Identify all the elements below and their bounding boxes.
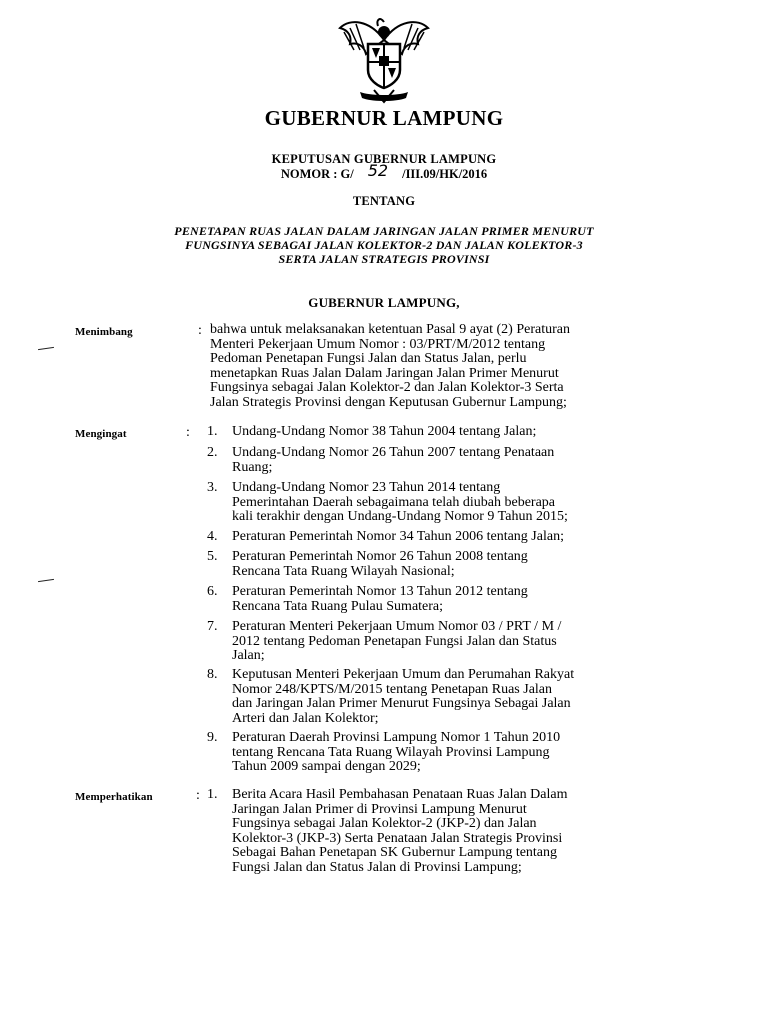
menimbang-colon: : bbox=[198, 323, 202, 338]
subject-line: FUNGSINYA SEBAGAI JALAN KOLEKTOR-2 DAN JALAN KOLEKTOR-3 bbox=[185, 238, 583, 252]
text-line: Undang-Undang Nomor 26 Tahun 2007 tentang Penataan bbox=[232, 445, 555, 460]
item-text bbox=[232, 425, 697, 440]
item-number: 1. bbox=[207, 424, 218, 439]
item-number: 8. bbox=[207, 667, 218, 682]
menimbang-text bbox=[210, 323, 696, 411]
text-line: Fungsinya sebagai Jalan Kolektor-2 (JKP-2) dan Jalan bbox=[232, 816, 537, 832]
item-number: 3. bbox=[207, 480, 218, 495]
text-line: Sebagai Bahan Penetapan SK Gubernur Lampung tentang bbox=[232, 845, 558, 861]
text-line: Arteri dan Jalan Kolektor; bbox=[232, 710, 379, 726]
item-text bbox=[232, 530, 697, 545]
text-line: Undang-Undang Nomor 23 Tahun 2014 tentang bbox=[232, 480, 501, 495]
item-text bbox=[232, 446, 697, 475]
item-number: 4. bbox=[207, 529, 218, 544]
text-line: Peraturan Menteri Pekerjaan Umum Nomor 03 / PRT / M / bbox=[232, 619, 562, 634]
text-line: Pedoman Penetapan Fungsi Jalan dan Status Jalan, perlu bbox=[210, 351, 527, 367]
item-text bbox=[232, 481, 697, 525]
subject-line: SERTA JALAN STRATEGIS PROVINSI bbox=[278, 252, 490, 266]
number-suffix: /III.09/HK/2016 bbox=[402, 167, 488, 181]
text-line: Pemerintahan Daerah sebagaimana telah diubah beberapa bbox=[232, 494, 556, 510]
menimbang-label: Menimbang bbox=[75, 326, 133, 338]
text-line: Nomor 248/KPTS/M/2015 tentang Penetapan Ruas Jalan bbox=[232, 681, 553, 697]
decree-title: KEPUTUSAN GUBERNUR LAMPUNG bbox=[271, 152, 497, 166]
text-line: bahwa untuk melaksanakan ketentuan Pasal 9 ayat (2) Peraturan bbox=[210, 322, 570, 337]
text-line: Menteri Pekerjaan Umum Nomor : 03/PRT/M/2012 tentang bbox=[210, 336, 546, 352]
text-line: Undang-Undang Nomor 38 Tahun 2004 tentang Jalan; bbox=[232, 424, 537, 439]
margin-mark bbox=[38, 579, 54, 582]
item-text bbox=[232, 668, 697, 726]
text-line: kali terakhir dengan Undang-Undang Nomor 9 Tahun 2015; bbox=[232, 509, 568, 525]
text-line: Rencana Tata Ruang Wilayah Nasional; bbox=[232, 563, 455, 579]
text-line: Fungsi Jalan dan Status Jalan di Provinsi Lampung; bbox=[232, 859, 522, 875]
memperhatikan-colon: : bbox=[196, 788, 200, 803]
text-line: Jaringan Jalan Primer di Provinsi Lampung Menurut bbox=[232, 801, 527, 817]
text-line: Fungsinya sebagai Jalan Kolektor-2 dan Jalan Kolektor-3 Serta bbox=[210, 380, 564, 396]
item-number: 1. bbox=[207, 787, 218, 802]
subject-line: PENETAPAN RUAS JALAN DALAM JARINGAN JALAN PRIMER MENURUT bbox=[174, 224, 594, 238]
about-heading: TENTANG bbox=[352, 194, 416, 208]
item-number: 2. bbox=[207, 445, 218, 460]
item-text bbox=[232, 550, 697, 579]
number-value: 52 bbox=[367, 161, 389, 180]
text-line: Berita Acara Hasil Pembahasan Penataan Ruas Jalan Dalam bbox=[232, 787, 568, 802]
authority-heading: GUBERNUR LAMPUNG, bbox=[308, 295, 460, 310]
text-line: Peraturan Daerah Provinsi Lampung Nomor 1 Tahun 2010 bbox=[232, 730, 561, 745]
item-number: 6. bbox=[207, 584, 218, 599]
text-line: tentang Rencana Tata Ruang Wilayah Provinsi Lampung bbox=[232, 744, 550, 760]
item-text bbox=[232, 731, 697, 775]
margin-mark bbox=[38, 347, 54, 350]
number-prefix: NOMOR : G/ bbox=[280, 167, 354, 181]
mengingat-colon: : bbox=[186, 425, 190, 440]
text-line: Kolektor-3 (JKP-3) Serta Penataan Jalan Strategis Provinsi bbox=[232, 830, 563, 846]
text-line: Rencana Tata Ruang Pulau Sumatera; bbox=[232, 598, 444, 614]
item-text bbox=[232, 620, 697, 664]
text-line: 2012 tentang Pedoman Penetapan Fungsi Jalan dan Status bbox=[232, 633, 557, 649]
text-line: Ruang; bbox=[232, 459, 273, 475]
garuda-emblem-icon bbox=[330, 10, 438, 110]
item-number: 9. bbox=[207, 730, 218, 745]
decree-number bbox=[0, 163, 768, 182]
text-line: Peraturan Pemerintah Nomor 13 Tahun 2012 tentang bbox=[232, 584, 528, 599]
decree-subject bbox=[100, 224, 668, 266]
text-line: Peraturan Pemerintah Nomor 26 Tahun 2008 tentang bbox=[232, 549, 528, 564]
memperhatikan-label: Memperhatikan bbox=[75, 791, 153, 803]
text-line: Peraturan Pemerintah Nomor 34 Tahun 2006 tentang Jalan; bbox=[232, 529, 564, 544]
text-line: menetapkan Ruas Jalan Dalam Jaringan Jalan Primer Menurut bbox=[210, 365, 559, 381]
item-text bbox=[232, 788, 697, 876]
mengingat-label: Mengingat bbox=[75, 428, 127, 440]
text-line: Jalan Strategis Provinsi dengan Keputusan Gubernur Lampung; bbox=[210, 394, 567, 410]
text-line: Keputusan Menteri Pekerjaan Umum dan Perumahan Rakyat bbox=[232, 667, 575, 682]
item-text bbox=[232, 585, 697, 614]
item-number: 5. bbox=[207, 549, 218, 564]
text-line: Jalan; bbox=[232, 648, 265, 664]
text-line: dan Jaringan Jalan Primer Menurut Fungsinya Sebagai Jalan bbox=[232, 696, 571, 712]
item-number: 7. bbox=[207, 619, 218, 634]
page-title: GUBERNUR LAMPUNG bbox=[264, 106, 504, 130]
text-line: Tahun 2009 sampai dengan 2029; bbox=[232, 759, 421, 775]
